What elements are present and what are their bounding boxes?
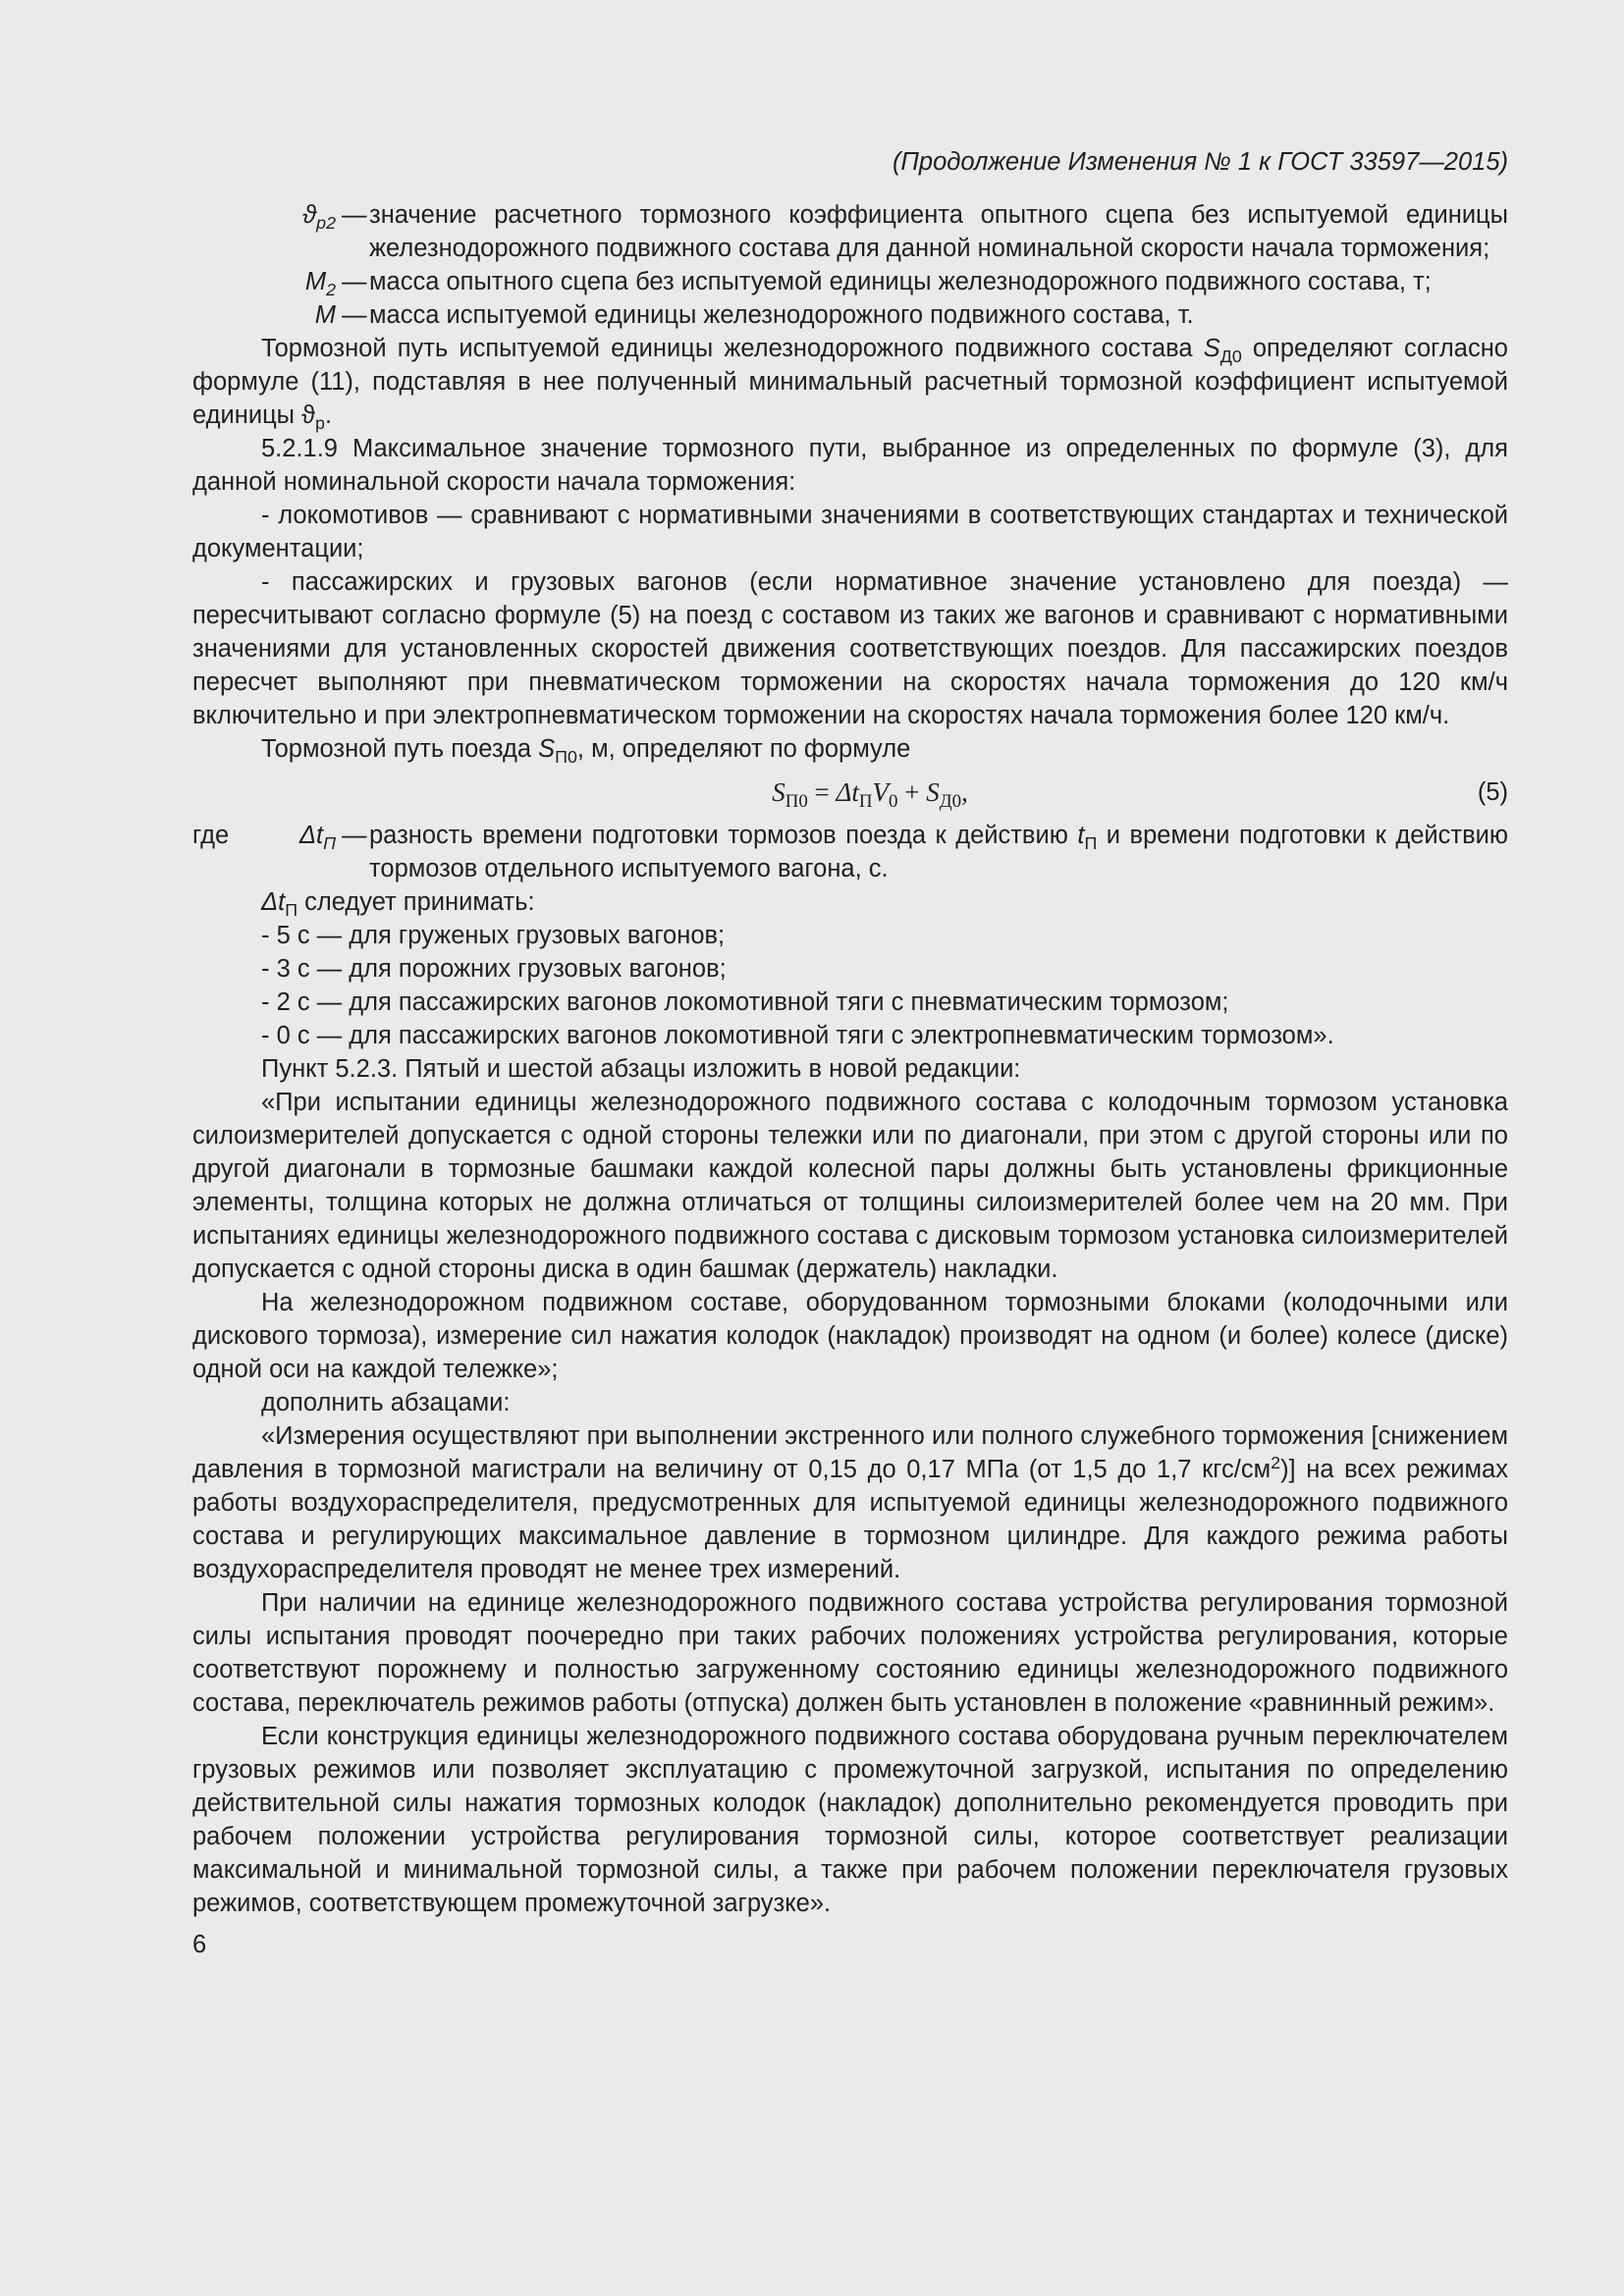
paragraph: «Измерения осуществляют при выполнении экстренного или полного служебного торможения [снижением давления в тормозной магистрали на величину от 0,15 до 0,17 МПа (от 1,5 до 1,7 кгс/$см^2$)] на всех режимах работы воздухораспределителя, предусмотренных для испытуемой единицы железнодорожного подвижного состава и регулирующих максимальное давление в тормозном цилиндре. Для каждого режима работы воздухораспределителя проводят не менее трех измерений. — [192, 1422, 1508, 1583]
definition-text: значение расчетного тормозного коэффициента опытного сцепа без испытуемой единицы железнодорожного подвижного состава для данной номинальной скорости начала торможения; — [369, 201, 1508, 262]
list-item: - 5 с — для груженых грузовых вагонов; — [261, 922, 726, 949]
paragraph: Пункт 5.2.3. Пятый и шестой абзацы изложить в новой редакции: — [261, 1055, 1021, 1083]
paragraph: Тормозной путь испытуемой единицы железнодорожного подвижного состава $S_{Д0}$ определяют согласно формуле (11), подставляя в нее полученный минимальный расчетный тормозной коэффициент испытуемой единицы $ϑ_р$. — [192, 335, 1508, 433]
definition-row — [192, 198, 1508, 265]
definition-text: масса опытного сцепа без испытуемой единицы железнодорожного подвижного состава, т; — [369, 268, 1432, 295]
list-item: - 0 с — для пассажирских вагонов локомотивной тяги с электропневматическим тормозом». — [261, 1022, 1334, 1049]
definition-dash: — — [342, 822, 367, 849]
paragraph: - пассажирских и грузовых вагонов (если нормативное значение установлено для поезда) — пересчитывают согласно формуле (5) на поезд с составом из таких же вагонов и сравнивают с нормативными значениями для установленных скоростей движения соответствующих поездов. Для пассажирских поездов пересчет выполняют при пневматическом торможении на скоростях начала торможения до 120 км/ч включительно и при электропневматическом торможении на скоростях начала торможения более 120 км/ч. — [192, 568, 1508, 729]
paragraph: При наличии на единице железнодорожного подвижного состава устройства регулирования тормозной силы испытания проводят поочередно при таких рабочих положениях устройства регулирования, которые соответствуют порожнему и полностью загруженному состоянию единицы железнодорожного подвижного состава, переключатель режимов работы (отпуска) должен быть установлен в положение «равнинный режим». — [192, 1589, 1508, 1717]
paragraph: - локомотивов — сравнивают с нормативными значениями в соответствующих стандартах и технической документации; — [192, 502, 1508, 562]
paragraph: «При испытании единицы железнодорожного подвижного состава с колодочным тормозом установка силоизмерителей допускается с одной стороны тележки или по диагонали, при этом с другой стороны или по другой диагонали в тормозные башмаки каждой колесной пары должны быть установлены фрикционные элементы, толщина которых не должна отличаться от толщины силоизмерителей более чем на 20 мм. При испытаниях единицы железнодорожного подвижного состава с дисковым тормозом установка силоизмерителей допускается с одной стороны диска в один башмак (держатель) накладки. — [192, 1089, 1508, 1283]
definition-dash: — — [342, 301, 367, 329]
paragraph: 5.2.1.9 Максимальное значение тормозного пути, выбранное из определенных по формуле (3), для данной номинальной скорости начала торможения: — [192, 435, 1508, 496]
formula-expression: $S_{П0} = \Delta t_ПV_0 + S_{Д0}$, — [772, 777, 968, 812]
definition-symbol: $M_2$ — [304, 268, 336, 299]
definition-text: разность времени подготовки тормозов поезда к действию $t_П$ и времени подготовки к действию тормозов отдельного испытуемого вагона, с. — [369, 822, 1508, 882]
formula-number: (5) — [1477, 778, 1508, 806]
definition-text: масса испытуемой единицы железнодорожного подвижного состава, т. — [369, 301, 1194, 329]
list-item: - 3 с — для порожних грузовых вагонов; — [261, 955, 727, 983]
paragraph: На железнодорожном подвижном составе, оборудованном тормозными блоками (колодочными или дискового тормоза), измерение сил нажатия колодок (накладок) производят на одном (и более) колесе (диске) одной оси на каждой тележке»; — [192, 1289, 1508, 1383]
formula-5 — [192, 766, 1508, 819]
definition-symbol: $\Delta t_П$ — [298, 822, 336, 853]
definition-row — [192, 265, 1508, 298]
page-number: 6 — [192, 1931, 207, 1958]
page-content — [192, 145, 1508, 1961]
running-header: (Продолжение Изменения № 1 к ГОСТ 33597—2015) — [892, 148, 1508, 176]
paragraph: Тормозной путь поезда $S_{П0}$, м, определяют по формуле — [261, 735, 911, 767]
list-item: - 2 с — для пассажирских вагонов локомотивной тяги с пневматическим тормозом; — [261, 988, 1229, 1016]
where-label: где — [192, 822, 230, 849]
definition-symbol: M — [314, 301, 336, 329]
paragraph: Если конструкция единицы железнодорожного подвижного состава оборудована ручным переключателем грузовых режимов или позволяет эксплуатацию с промежуточной загрузкой, испытания по определению действительной силы нажатия тормозных колодок (накладок) дополнительно рекомендуется проводить при рабочем положении устройства регулирования тормозной силы, которое соответствует реализации максимальной и минимальной тормозной силы, а также при рабочем положении переключателя грузовых режимов, соответствующем промежуточной загрузке». — [192, 1723, 1508, 1917]
where-definition — [192, 819, 1508, 885]
paragraph: $\Delta t_П$ следует принимать: — [261, 888, 535, 920]
definition-dash: — — [342, 268, 367, 295]
definition-row — [192, 298, 1508, 332]
definition-dash: — — [342, 201, 367, 229]
definition-symbol: $ϑ_{р2}$ — [302, 201, 336, 233]
paragraph: дополнить абзацами: — [261, 1389, 511, 1416]
